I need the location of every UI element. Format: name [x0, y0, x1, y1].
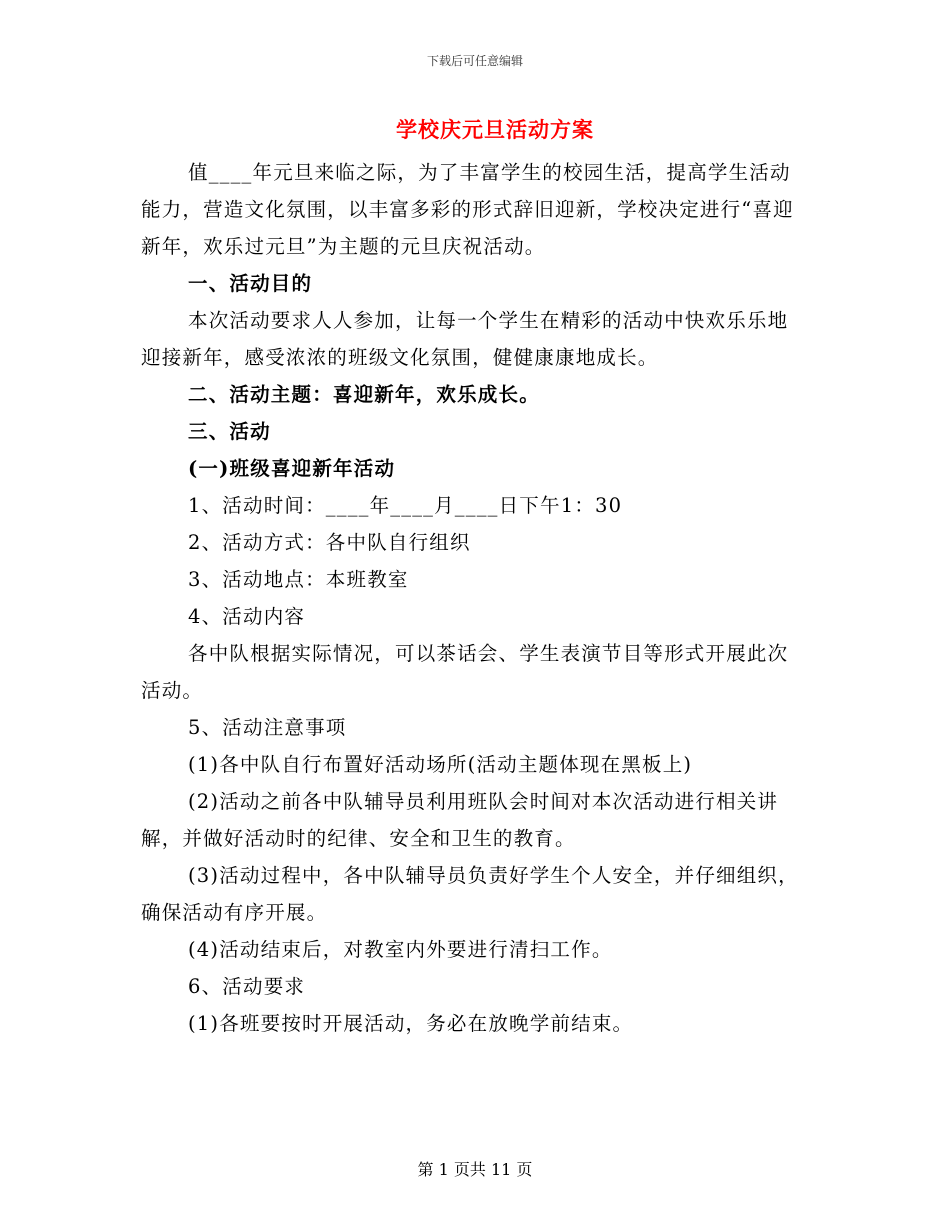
requirement-item-1: (1)各班要按时开展活动，务必在放晚学前结束。 [188, 1012, 634, 1035]
subsection-heading-class-activity: (一)班级喜迎新年活动 [188, 457, 396, 480]
page-footer: 第 1 页共 11 页 [417, 1160, 533, 1179]
list-item-requirements: 6、活动要求 [188, 975, 306, 998]
section-heading-purpose: 一、活动目的 [188, 272, 313, 295]
header-note: 下载后可任意编辑 [426, 54, 523, 68]
document-title: 学校庆元旦活动方案 [396, 117, 594, 142]
section-heading-activities: 三、活动 [188, 420, 271, 443]
list-item-time: 1、活动时间：____年____月____日下午1：30 [188, 494, 623, 517]
intro-paragraph: 值____年元旦来临之际，为了丰富学生的校园生活，提高学生活动能力，营造文化氛围，以丰富多彩的形式辞旧迎新，学校决定进行“喜迎新年，欢乐过元旦”为主题的元旦庆祝活动。 [141, 161, 794, 258]
list-item-notes: 5、活动注意事项 [188, 716, 347, 739]
list-item-location: 3、活动地点：本班教室 [188, 568, 409, 591]
list-item-method: 2、活动方式：各中队自行组织 [188, 531, 471, 554]
note-item-1: (1)各中队自行布置好活动场所(活动主题体现在黑板上) [188, 753, 693, 776]
note-item-3: (3)活动过程中，各中队辅导员负责好学生个人安全，并仔细组织，确保活动有序开展。 [141, 864, 799, 924]
list-item-content: 4、活动内容 [188, 605, 306, 628]
document-body [141, 154, 806, 1042]
section-heading-theme: 二、活动主题：喜迎新年，欢乐成长。 [188, 383, 540, 406]
purpose-paragraph: 本次活动要求人人参加，让每一个学生在精彩的活动中快欢乐乐地迎接新年，感受浓浓的班级文化氛围，健健康康地成长。 [141, 309, 789, 369]
note-item-2: (2)活动之前各中队辅导员利用班队会时间对本次活动进行相关讲解，并做好活动时的纪律、安全和卫生的教育。 [141, 790, 779, 850]
note-item-4: (4)活动结束后，对教室内外要进行清扫工作。 [188, 938, 613, 961]
content-paragraph: 各中队根据实际情况，可以茶话会、学生表演节目等形式开展此次活动。 [141, 642, 789, 702]
